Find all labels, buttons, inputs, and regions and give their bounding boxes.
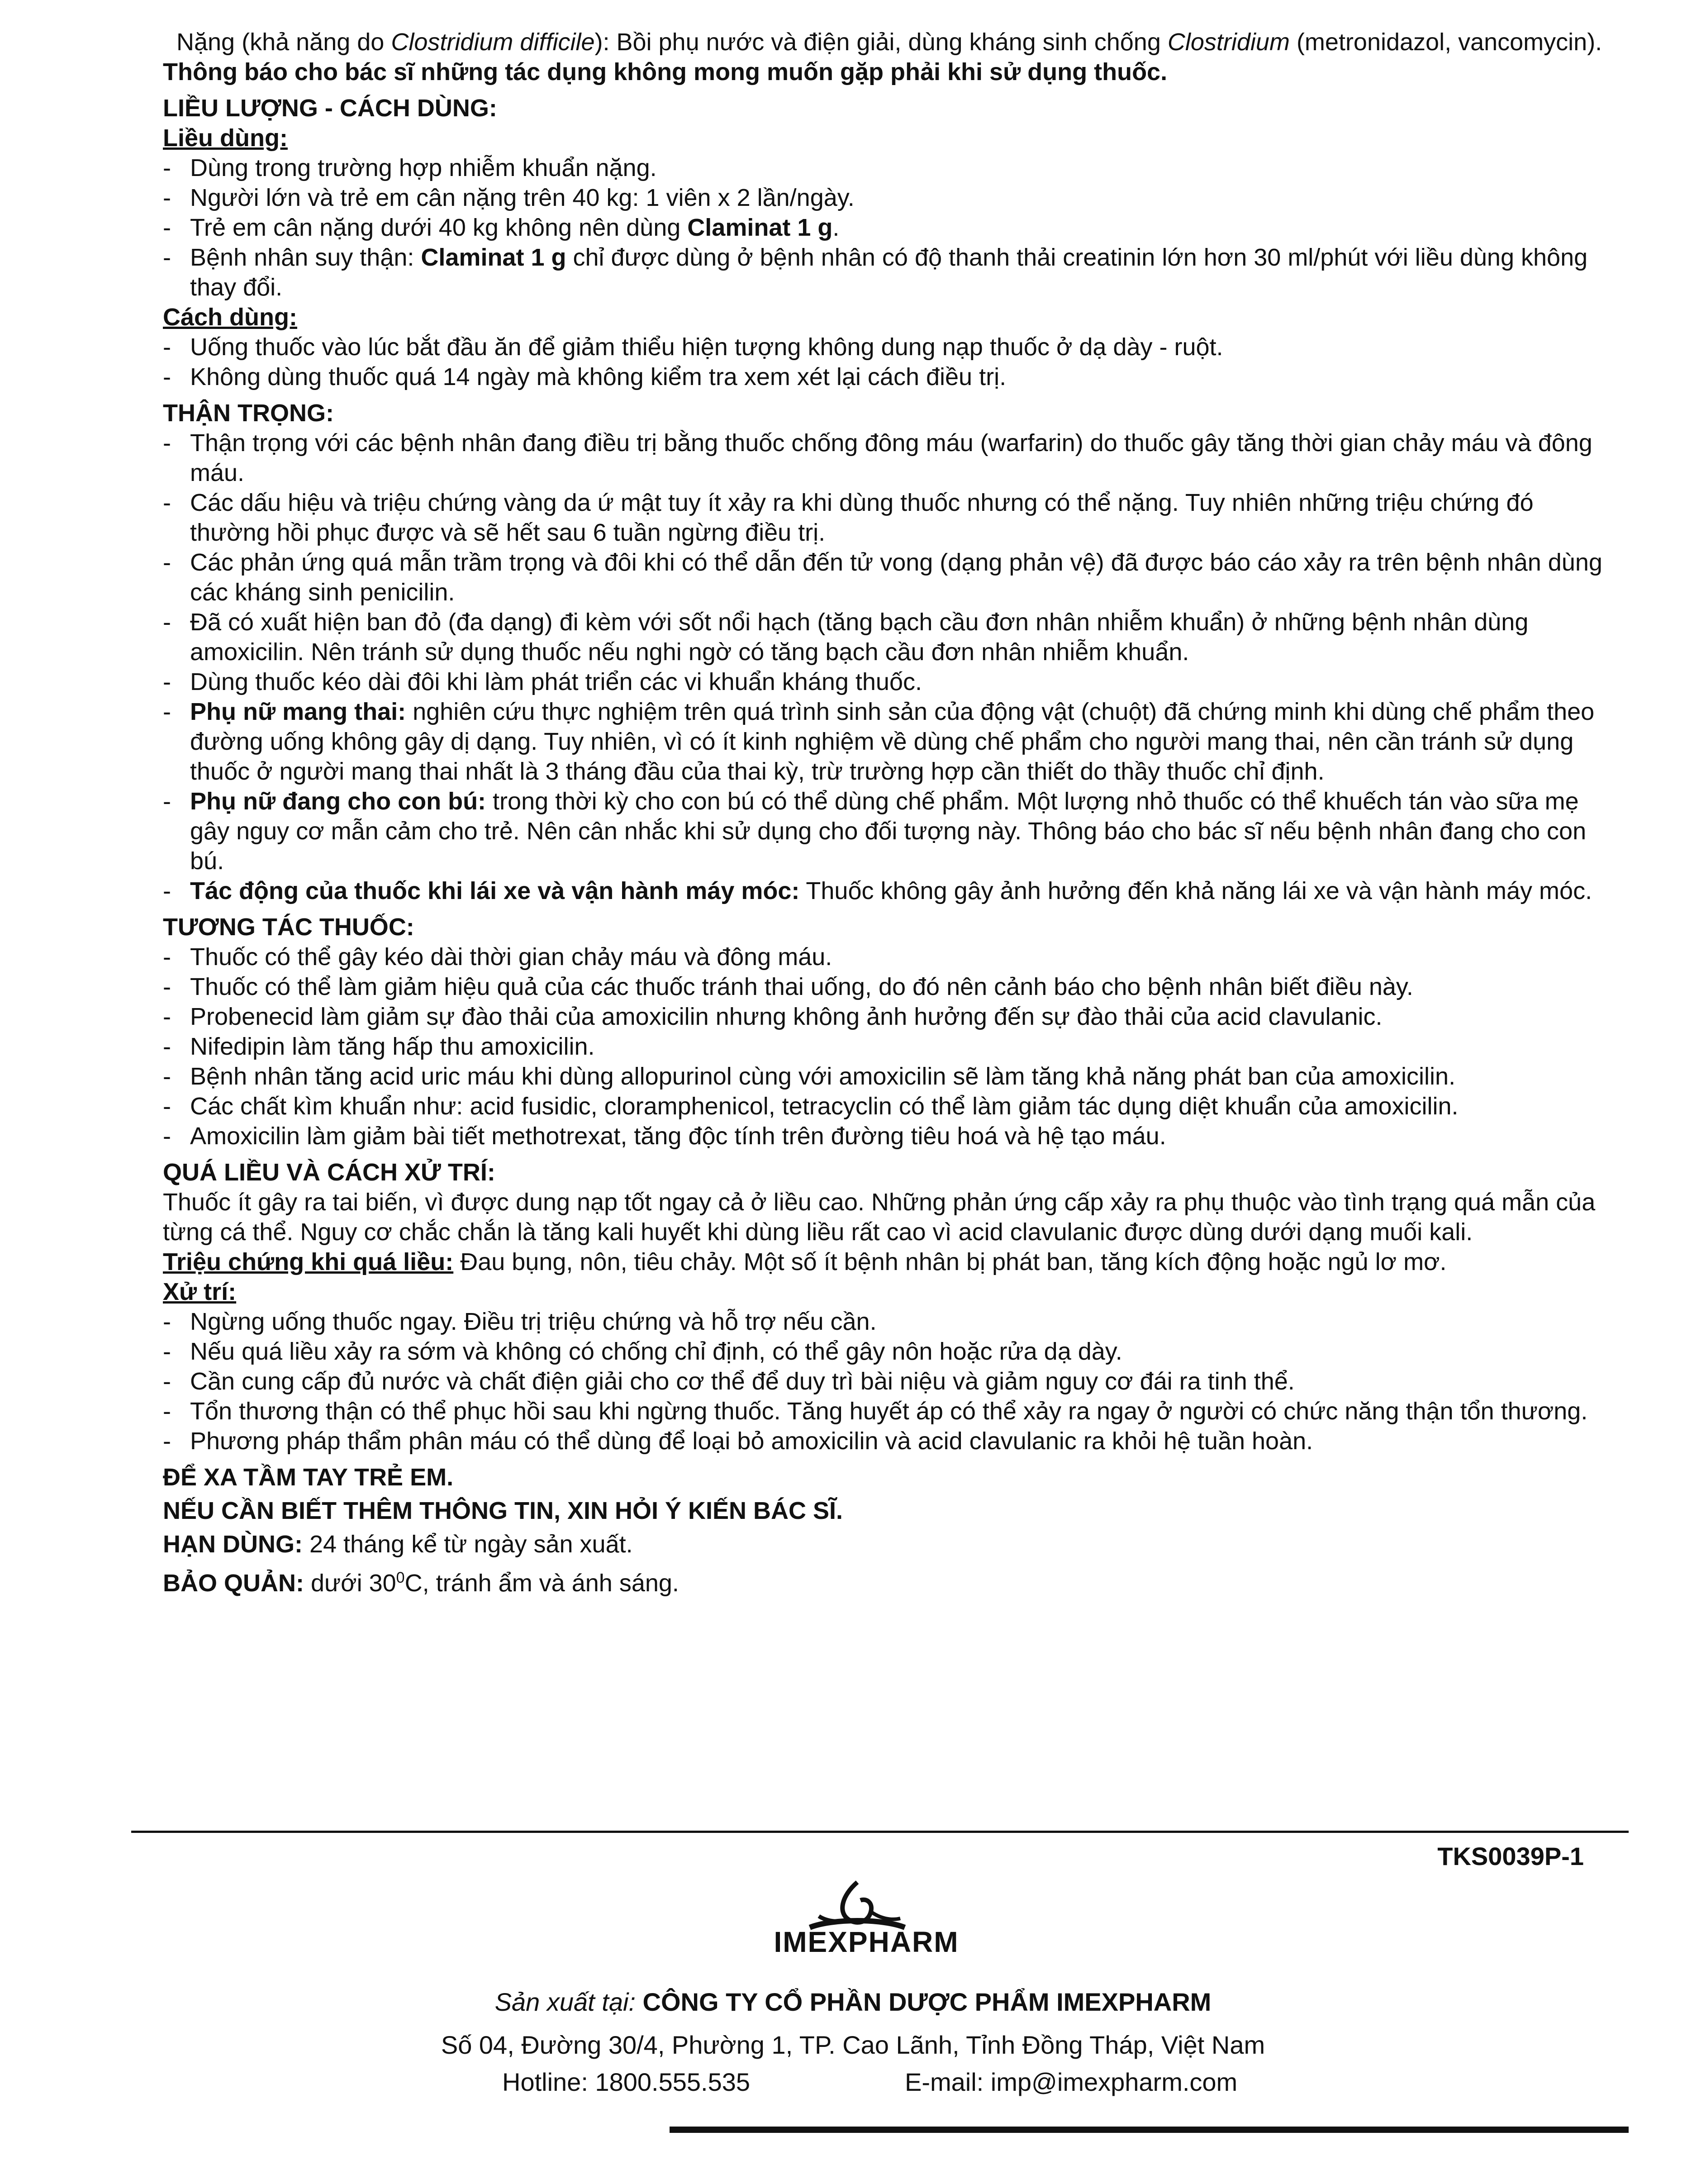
dose-subheading: Liều dùng:: [163, 124, 288, 152]
list-item: - Các dấu hiệu và triệu chứng vàng da ứ mật tuy ít xảy ra khi dùng thuốc nhưng có thể nặng. Tuy nhiên những triệu chứng đó thường hồi phục được và sẽ hết sau 6 tuần ngừng điều trị.: [163, 488, 1615, 547]
company-name: CÔNG TY CỔ PHẦN DƯỢC PHẨM IMEXPHARM: [635, 1988, 1212, 2016]
manufacturer-label: Sản xuất tại:: [494, 1988, 636, 2016]
expiry-line: [163, 1529, 1615, 1559]
document-code: TKS0039P-1: [1437, 1842, 1584, 1870]
logo-wordmark: IMEXPHARM: [774, 1926, 959, 1958]
intro-text: (metronidazol, vancomycin).: [1289, 29, 1602, 56]
email-address: E-mail: imp@imexpharm.com: [905, 2068, 1238, 2096]
hotline: Hotline: 1800.555.535: [502, 2068, 750, 2096]
intro-italic: Clostridium difficile: [391, 29, 595, 56]
use-subheading: Cách dùng:: [163, 304, 297, 331]
list-item: - Thuốc có thể làm giảm hiệu quả của các thuốc tránh thai uống, do đó nên cảnh báo cho bệnh nhân biết điều này.: [163, 972, 1615, 1002]
expiry-text: 24 tháng kể từ ngày sản xuất.: [302, 1531, 633, 1558]
intro-paragraph: [163, 27, 1615, 57]
list-item: - Người lớn và trẻ em cân nặng trên 40 kg: 1 viên x 2 lần/ngày.: [163, 183, 1615, 213]
list-item: - Tác động của thuốc khi lái xe và vận hành máy móc: Thuốc không gây ảnh hưởng đến khả năng lái xe và vận hành máy móc.: [163, 876, 1615, 906]
interactions-heading: TƯƠNG TÁC THUỐC:: [163, 914, 414, 941]
symptoms-text: Đau bụng, nôn, tiêu chảy. Một số ít bệnh nhân bị phát ban, tăng kích động hoặc ngủ lơ mơ.: [453, 1248, 1447, 1275]
list-item: - Không dùng thuốc quá 14 ngày mà không kiểm tra xem xét lại cách điều trị.: [163, 362, 1615, 392]
list-item: - Nifedipin làm tăng hấp thu amoxicilin.: [163, 1032, 1615, 1061]
intro-text: ): Bồi phụ nước và điện giải, dùng kháng sinh chống: [594, 29, 1168, 56]
overdose-symptoms: [163, 1247, 1615, 1277]
symptoms-label: Triệu chứng khi quá liều:: [163, 1248, 454, 1275]
keep-away-notice: ĐỂ XA TẦM TAY TRẺ EM.: [163, 1464, 454, 1491]
list-item: - Bệnh nhân suy thận: Claminat 1 g chỉ được dùng ở bệnh nhân có độ thanh thải creatinin lớn hơn 30 ml/phút với liều dùng không thay đổi.: [163, 243, 1615, 302]
list-item: - Phụ nữ mang thai: nghiên cứu thực nghiệm trên quá trình sinh sản của động vật (chuột) đã chứng minh khi dùng chế phẩm theo đường uống không gây dị dạng. Tuy nhiên, vì có ít kinh nghiệm về dùng chế phẩm cho người mang thai, nên cần tránh sử dụng thuốc ở người mang thai nhất là 3 tháng đầu của thai kỳ, trừ trường hợp cần thiết do thầy thuốc chỉ định.: [163, 697, 1615, 786]
footer-divider: [131, 1831, 1629, 1833]
ask-doctor-notice: NẾU CẦN BIẾT THÊM THÔNG TIN, XIN HỎI Ý KIẾN BÁC SĨ.: [163, 1497, 843, 1524]
list-item: - Tổn thương thận có thể phục hồi sau khi ngừng thuốc. Tăng huyết áp có thể xảy ra ngay ở người có chức năng thận tổn thương.: [163, 1396, 1615, 1426]
overdose-paragraph: Thuốc ít gây ra tai biến, vì được dung nạp tốt ngay cả ở liều cao. Những phản ứng cấp xảy ra phụ thuộc vào tình trạng quá mẫn của từng cá thể. Nguy cơ chắc chắn là tăng kali huyết khi dùng liều rất cao vì acid clavulanic được dùng dưới dạng muối kali.: [163, 1189, 1596, 1246]
caution-heading: THẬN TRỌNG:: [163, 400, 334, 427]
list-item: - Các phản ứng quá mẫn trầm trọng và đôi khi có thể dẫn đến tử vong (dạng phản vệ) đã được báo cáo xảy ra trên bệnh nhân dùng các kháng sinh penicilin.: [163, 547, 1615, 607]
list-item: - Nếu quá liều xảy ra sớm và không có chống chỉ định, có thể gây nôn hoặc rửa dạ dày.: [163, 1337, 1615, 1366]
interactions-list: [163, 942, 1615, 1151]
list-item: - Trẻ em cân nặng dưới 40 kg không nên dùng Claminat 1 g.: [163, 213, 1615, 243]
bottom-rule: [670, 2127, 1629, 2133]
list-item: - Dùng trong trường hợp nhiễm khuẩn nặng.: [163, 153, 1615, 183]
use-list: [163, 332, 1615, 392]
treatment-subheading: Xử trí:: [163, 1278, 237, 1305]
list-item: - Đã có xuất hiện ban đỏ (đa dạng) đi kèm với sốt nổi hạch (tăng bạch cầu đơn nhân nhiễm khuẩn) ở những bệnh nhân dùng amoxicilin. Nên tránh sử dụng thuốc nếu nghi ngờ có tăng bạch cầu đơn nhân nhiễm khuẩn.: [163, 607, 1615, 667]
dose-list: [163, 153, 1615, 302]
dosage-heading: LIỀU LƯỢNG - CÁCH DÙNG:: [163, 95, 497, 122]
intro-notice: Thông báo cho bác sĩ những tác dụng không mong muốn gặp phải khi sử dụng thuốc.: [163, 58, 1168, 86]
storage-line: BẢO QUẢN: dưới $30^0C$, tránh ẩm và ánh sáng.: [163, 1569, 679, 1597]
list-item: - Bệnh nhân tăng acid uric máu khi dùng allopurinol cùng với amoxicilin sẽ làm tăng khả năng phát ban của amoxicilin.: [163, 1061, 1615, 1091]
storage-label: BẢO QUẢN:: [163, 1570, 304, 1597]
manufacturer-line: [0, 1984, 1706, 2020]
list-item: - Dùng thuốc kéo dài đôi khi làm phát triển các vi khuẩn kháng thuốc.: [163, 667, 1615, 697]
intro-text: Nặng (khả năng do: [176, 29, 391, 56]
list-item: - Các chất kìm khuẩn như: acid fusidic, cloramphenicol, tetracyclin có thể làm giảm tác dụng diệt khuẩn của amoxicilin.: [163, 1091, 1615, 1121]
company-address: Số 04, Đường 30/4, Phường 1, TP. Cao Lãnh, Tỉnh Đồng Tháp, Việt Nam: [441, 2031, 1265, 2059]
list-item: - Uống thuốc vào lúc bắt đầu ăn để giảm thiểu hiện tượng không dung nạp thuốc ở dạ dày - ruột.: [163, 332, 1615, 362]
overdose-heading: QUÁ LIỀU VÀ CÁCH XỬ TRÍ:: [163, 1159, 495, 1186]
list-item: - Phụ nữ đang cho con bú: trong thời kỳ cho con bú có thể dùng chế phẩm. Một lượng nhỏ thuốc có thể khuếch tán vào sữa mẹ gây nguy cơ mẫn cảm cho trẻ. Nên cân nhắc khi sử dụng cho đối tượng này. Thông báo cho bác sĩ nếu bệnh nhân đang cho con bú.: [163, 786, 1615, 876]
caution-list: [163, 428, 1615, 906]
list-item: - Ngừng uống thuốc ngay. Điều trị triệu chứng và hỗ trợ nếu cần.: [163, 1307, 1615, 1337]
list-item: - Amoxicilin làm giảm bài tiết methotrexat, tăng độc tính trên đường tiêu hoá và hệ tạo máu.: [163, 1121, 1615, 1151]
list-item: - Thận trọng với các bệnh nhân đang điều trị bằng thuốc chống đông máu (warfarin) do thuốc gây tăng thời gian chảy máu và đông máu.: [163, 428, 1615, 488]
leaflet-body: [163, 27, 1615, 1598]
list-item: - Phương pháp thẩm phân máu có thể dùng để loại bỏ amoxicilin và acid clavulanic ra khỏi hệ tuần hoàn.: [163, 1426, 1615, 1456]
treatment-list: [163, 1307, 1615, 1456]
list-item: - Thuốc có thể gây kéo dài thời gian chảy máu và đông máu.: [163, 942, 1615, 972]
expiry-label: HẠN DÙNG:: [163, 1531, 303, 1558]
intro-italic: Clostridium: [1167, 29, 1290, 56]
list-item: - Probenecid làm giảm sự đào thải của amoxicilin nhưng không ảnh hưởng đến sự đào thải của acid clavulanic.: [163, 1002, 1615, 1032]
list-item: - Cần cung cấp đủ nước và chất điện giải cho cơ thể để duy trì bài niệu và giảm nguy cơ đái ra tinh thể.: [163, 1366, 1615, 1396]
